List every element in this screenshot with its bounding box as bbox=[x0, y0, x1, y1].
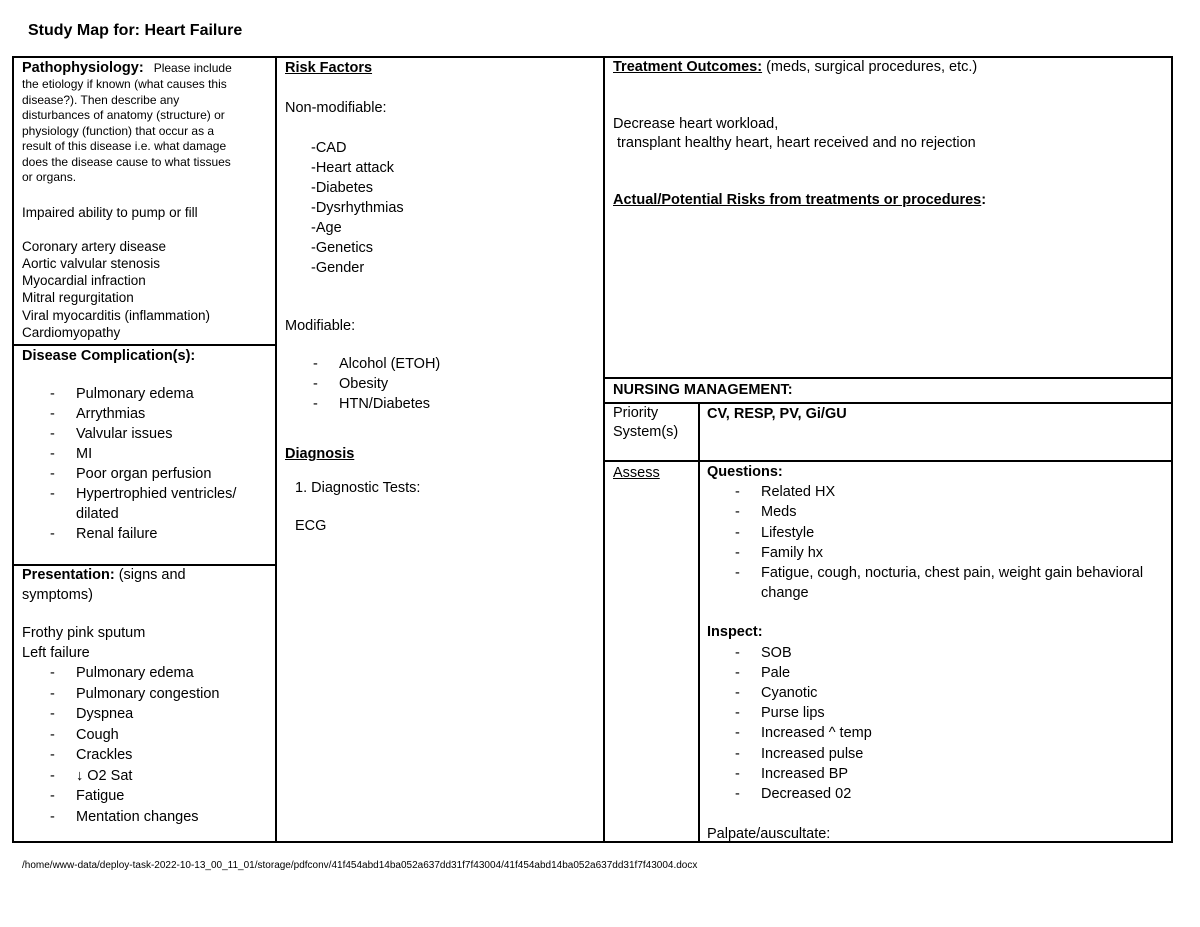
pathophysiology-prompt-text bbox=[22, 77, 272, 186]
complication-item: - Renal failure bbox=[22, 524, 272, 544]
assess-label: Assess bbox=[613, 465, 660, 481]
treatment-risks-colon: : bbox=[981, 192, 987, 208]
complication-item: - Arrythmias bbox=[22, 404, 272, 424]
inspect-list bbox=[707, 643, 1167, 805]
inspect-item: - SOB bbox=[707, 643, 1167, 663]
diagnosis-heading: Diagnosis bbox=[285, 446, 355, 462]
priority-label-line-1: Priority bbox=[613, 405, 659, 421]
presentation-line-2: Left failure bbox=[22, 644, 90, 661]
questions-heading: Questions: bbox=[707, 464, 783, 480]
modifiable-item: - HTN/Diabetes bbox=[285, 394, 597, 414]
nonmodifiable-item: -Diabetes bbox=[311, 180, 374, 196]
inspect-item: - Pale bbox=[707, 663, 1167, 683]
pathophysiology-prompt: Please include bbox=[153, 61, 232, 75]
risk-factors-section bbox=[285, 58, 597, 536]
nonmodifiable-label: Non-modifiable: bbox=[285, 100, 387, 116]
risk-factors-heading: Risk Factors bbox=[285, 60, 373, 76]
prompt-line: the etiology if known (what causes this bbox=[22, 77, 227, 91]
priority-value: CV, RESP, PV, Gi/GU bbox=[707, 406, 847, 422]
assess-section bbox=[707, 462, 1167, 844]
nonmodifiable-item: -Gender bbox=[311, 260, 365, 276]
complication-item: - Poor organ perfusion bbox=[22, 464, 272, 484]
treatment-risks-heading: Actual/Potential Risks from treatments or procedures bbox=[613, 192, 982, 208]
pathophysiology-section bbox=[22, 60, 272, 341]
cause-item: Aortic valvular stenosis bbox=[22, 255, 161, 271]
cause-item: Viral myocarditis (inflammation) bbox=[22, 307, 211, 323]
nonmodifiable-list bbox=[285, 138, 597, 278]
presentation-section bbox=[22, 566, 272, 827]
complication-item: - MI bbox=[22, 444, 272, 464]
nursing-heading: NURSING MANAGEMENT: bbox=[613, 382, 793, 398]
complication-item: - Pulmonary edema bbox=[22, 384, 272, 404]
prompt-line: or organs. bbox=[22, 170, 77, 184]
presentation-item: - Crackles bbox=[22, 745, 272, 766]
inspect-item: - Decreased 02 bbox=[707, 784, 1167, 804]
prompt-line: disease?). Then describe any bbox=[22, 92, 180, 107]
questions-list bbox=[707, 482, 1167, 603]
file-path-footer: /home/www-data/deploy-task-2022-10-13_00_11_01/storage/pdfconv/41f454abd14ba052a637dd31f7f43004/41f454abd14ba052a637dd31f7f43004.docx bbox=[22, 860, 698, 871]
nonmodifiable-item: -Dysrhythmias bbox=[311, 200, 404, 216]
pathophysiology-causes bbox=[22, 238, 272, 342]
prompt-line: does the disease cause to what tissues bbox=[22, 154, 231, 169]
presentation-item: - Pulmonary congestion bbox=[22, 684, 272, 705]
presentation-item: - Mentation changes bbox=[22, 807, 272, 828]
column-divider bbox=[698, 402, 700, 843]
pathophysiology-heading: Pathophysiology: bbox=[22, 60, 144, 76]
treatment-heading: Treatment Outcomes: bbox=[613, 59, 763, 75]
prompt-line: physiology (function) that occur as a bbox=[22, 123, 215, 138]
question-item: - Related HX bbox=[707, 482, 1167, 502]
cause-item: Myocardial infraction bbox=[22, 273, 146, 289]
prompt-line: disturbances of anatomy (structure) or bbox=[22, 108, 225, 122]
complications-heading: Disease Complication(s): bbox=[22, 348, 196, 364]
inspect-item: - Increased pulse bbox=[707, 744, 1167, 764]
nonmodifiable-item: -Age bbox=[311, 220, 342, 236]
priority-label-line-2: System(s) bbox=[613, 424, 679, 440]
diagnostic-tests-label: 1. Diagnostic Tests: bbox=[295, 480, 421, 496]
inspect-item: - Cyanotic bbox=[707, 683, 1167, 703]
treatment-section bbox=[613, 58, 1168, 210]
presentation-list bbox=[22, 663, 272, 827]
presentation-item: - Fatigue bbox=[22, 786, 272, 807]
complications-section bbox=[22, 346, 272, 544]
cause-item: Cardiomyopathy bbox=[22, 324, 121, 340]
treatment-line-2: transplant healthy heart, heart received and no rejection bbox=[613, 135, 976, 151]
inspect-item: - Increased BP bbox=[707, 764, 1167, 784]
column-divider bbox=[603, 56, 605, 843]
presentation-note-2: symptoms) bbox=[22, 586, 93, 603]
row-divider bbox=[603, 377, 1173, 379]
complications-list bbox=[22, 384, 272, 544]
inspect-heading: Inspect: bbox=[707, 624, 763, 641]
diagnostic-test-ecg: ECG bbox=[295, 518, 327, 534]
priority-label bbox=[613, 404, 678, 442]
presentation-item: - Cough bbox=[22, 725, 272, 746]
presentation-note: (signs and bbox=[118, 567, 186, 583]
page-title: Study Map for: Heart Failure bbox=[28, 22, 243, 39]
treatment-note: (meds, surgical procedures, etc.) bbox=[762, 59, 978, 75]
nonmodifiable-item: -Heart attack bbox=[311, 160, 394, 176]
presentation-item: - Dyspnea bbox=[22, 704, 272, 725]
nonmodifiable-item: -CAD bbox=[311, 140, 347, 156]
presentation-item: - ↓ O2 Sat bbox=[22, 766, 272, 787]
column-divider bbox=[275, 56, 277, 843]
question-item: - Meds bbox=[707, 502, 1167, 522]
question-item: - Lifestyle bbox=[707, 523, 1167, 543]
presentation-heading: Presentation: bbox=[22, 567, 115, 583]
prompt-line: result of this disease i.e. what damage bbox=[22, 139, 227, 153]
complication-item: - Hypertrophied ventricles/ dilated bbox=[22, 484, 272, 524]
modifiable-label: Modifiable: bbox=[285, 318, 356, 334]
modifiable-list bbox=[285, 354, 597, 414]
presentation-line-1: Frothy pink sputum bbox=[22, 625, 146, 641]
question-item: - Family hx bbox=[707, 543, 1167, 563]
question-item: - Fatigue, cough, nocturia, chest pain, weight gain behavioral change bbox=[707, 563, 1167, 603]
presentation-item: - Pulmonary edema bbox=[22, 663, 272, 684]
cause-item: Coronary artery disease bbox=[22, 238, 167, 254]
inspect-item: - Increased ^ temp bbox=[707, 723, 1167, 743]
nonmodifiable-item: -Genetics bbox=[311, 240, 374, 256]
modifiable-item: - Obesity bbox=[285, 374, 597, 394]
pathophysiology-summary: Impaired ability to pump or fill bbox=[22, 204, 198, 220]
palpate-label: Palpate/auscultate: bbox=[707, 826, 831, 843]
cause-item: Mitral regurgitation bbox=[22, 290, 134, 306]
treatment-line-1: Decrease heart workload, bbox=[613, 116, 779, 132]
complication-item: - Valvular issues bbox=[22, 424, 272, 444]
inspect-item: - Purse lips bbox=[707, 703, 1167, 723]
modifiable-item: - Alcohol (ETOH) bbox=[285, 354, 597, 374]
row-divider bbox=[603, 402, 1173, 404]
